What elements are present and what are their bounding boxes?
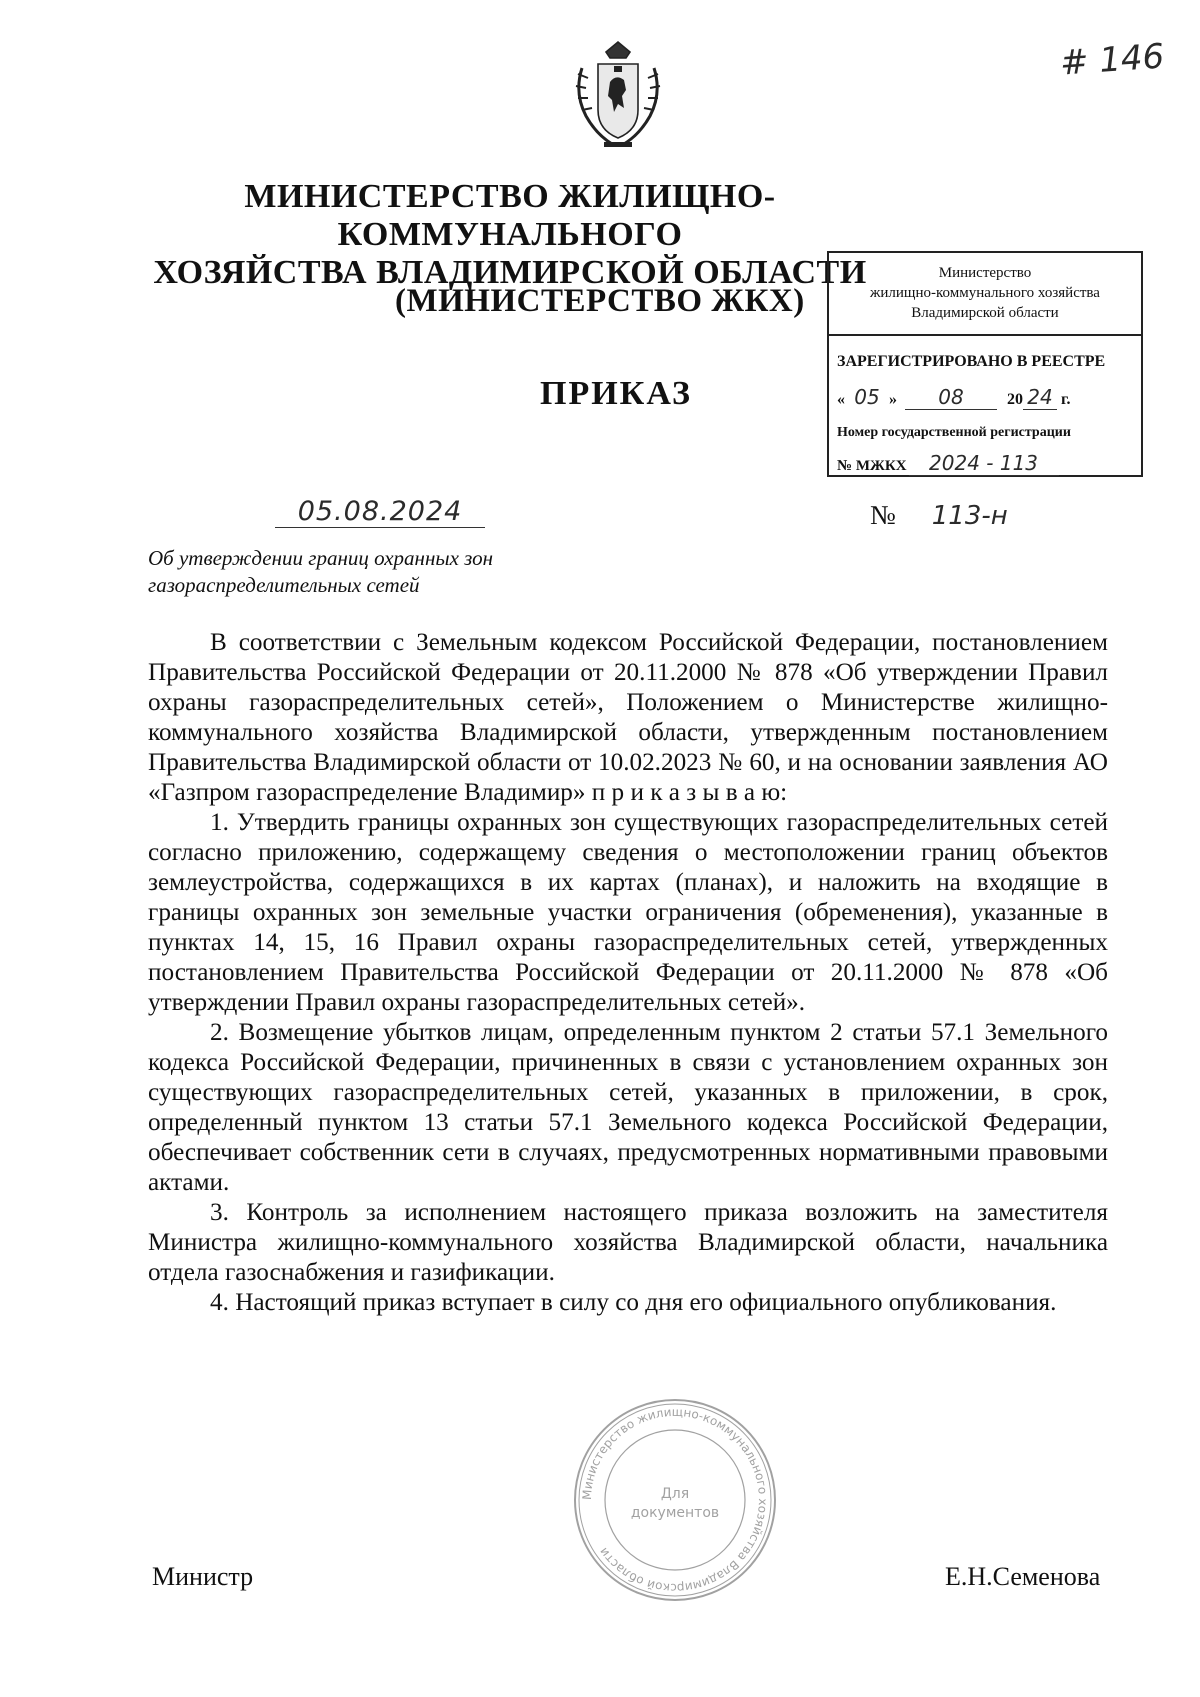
seal-ring-text: Министерство жилищно-коммунального хозяйства Владимирской области xyxy=(579,1404,771,1596)
registration-date-quote-close: » xyxy=(889,391,897,408)
registration-number-prefix: № МЖКХ xyxy=(837,458,907,474)
document-type-title: ПРИКАЗ xyxy=(540,375,692,412)
order-body xyxy=(148,628,1108,1318)
body-item-3: 3. Контроль за исполнением настоящего приказа возложить на заместителя Министра жилищно-коммунального хозяйства Владимирской области, начальника отдела газоснабжения и газификации. xyxy=(148,1199,1108,1286)
ministry-name xyxy=(150,178,870,292)
registration-number xyxy=(837,451,1135,476)
order-subject xyxy=(148,545,628,599)
ministry-name-line1: МИНИСТЕРСТВО ЖИЛИЩНО-КОММУНАЛЬНОГО xyxy=(244,178,776,253)
body-item-1: 1. Утвердить границы охранных зон существующих газораспределительных сетей согласно приложению, содержащему сведения о местоположении границ объектов землеустройства, содержащихся в их картах (планах), и наложить на входящие в границы охранных зон земельные участки ограничения (обременения), указанные в пунктах 14, 15, 16 Правил охраны газораспределительных сетей, утвержденных постановлением Правительства Российской Федерации от 20.11.2000 № 878 «Об утверждении Правил охраны газораспределительных сетей». xyxy=(148,809,1108,1016)
stamp-org-line1: Министерство xyxy=(938,265,1032,281)
order-number-prefix: № xyxy=(870,500,896,530)
seal-center-line1: Для xyxy=(660,1486,690,1502)
order-number-value: 113-н xyxy=(931,501,1008,531)
signer-role: Министр xyxy=(152,1562,254,1591)
ministry-name-line2: ХОЗЯЙСТВА ВЛАДИМИРСКОЙ ОБЛАСТИ xyxy=(153,254,867,291)
registration-date-quote-open: « xyxy=(837,391,845,408)
registration-stamp-organization xyxy=(829,253,1141,336)
order-date: 05.08.2024 xyxy=(275,496,485,528)
signer-name: Е.Н.Семенова xyxy=(945,1562,1101,1591)
registration-year-unit: г. xyxy=(1061,391,1071,408)
corner-handwritten-note: # 146 xyxy=(1058,36,1166,84)
body-preamble: В соответствии с Земельным кодексом Российской Федерации, постановлением Правительства Российской Федерации от 20.11.2000 № 878 «Об утверждении Правил охраны газораспределительных сетей», Положением о Министерстве жилищно-коммунального хозяйства Владимирской области, утвержденным постановлением Правительства Владимирской области от 10.02.2023 № 60, и на основании заявления АО «Газпром газораспределение Владимир» п р и к а з ы в а ю: xyxy=(148,629,1108,806)
order-subject-line2: газораспределительных сетей xyxy=(148,573,420,597)
registration-date xyxy=(837,385,1135,410)
order-number xyxy=(870,500,1040,531)
registration-day: 05 xyxy=(854,385,880,409)
registration-year-suffix: 24 xyxy=(1023,385,1057,410)
stamp-org-line2: жилищно-коммунального хозяйства xyxy=(870,285,1100,301)
ministry-short-name: (МИНИСТЕРСТВО ЖКХ) xyxy=(395,283,805,319)
seal-center-line2: документов xyxy=(630,1505,720,1521)
registration-month: 08 xyxy=(905,385,997,410)
seal-center-text xyxy=(570,1485,780,1523)
coat-of-arms-emblem xyxy=(568,38,668,150)
stamp-org-line3: Владимирской области xyxy=(911,305,1059,321)
order-subject-line1: Об утверждении границ охранных зон xyxy=(148,546,494,570)
body-item-2: 2. Возмещение убытков лицам, определенным пунктом 2 статьи 57.1 Земельного кодекса Российской Федерации, причиненных в связи с установлением охранных зон существующих газораспределительных сетей, указанных в приложении, в срок, определенный пунктом 13 статьи 57.1 Земельного кодекса Российской Федерации, обеспечивает собственник сети в случаях, предусмотренных нормативными правовыми актами. xyxy=(148,1019,1108,1196)
registration-number-value: 2024 - 113 xyxy=(909,451,1059,476)
registration-year-prefix: 20 xyxy=(1007,391,1023,408)
body-item-4: 4. Настоящий приказ вступает в силу со дня его официального опубликования. xyxy=(210,1289,1057,1316)
registration-stamp xyxy=(827,251,1143,477)
registration-stamp-title: ЗАРЕГИСТРИРОВАНО В РЕЕСТРЕ xyxy=(837,353,1106,370)
official-seal xyxy=(570,1395,780,1605)
registration-number-label: Номер государственной регистрации xyxy=(837,425,1071,440)
